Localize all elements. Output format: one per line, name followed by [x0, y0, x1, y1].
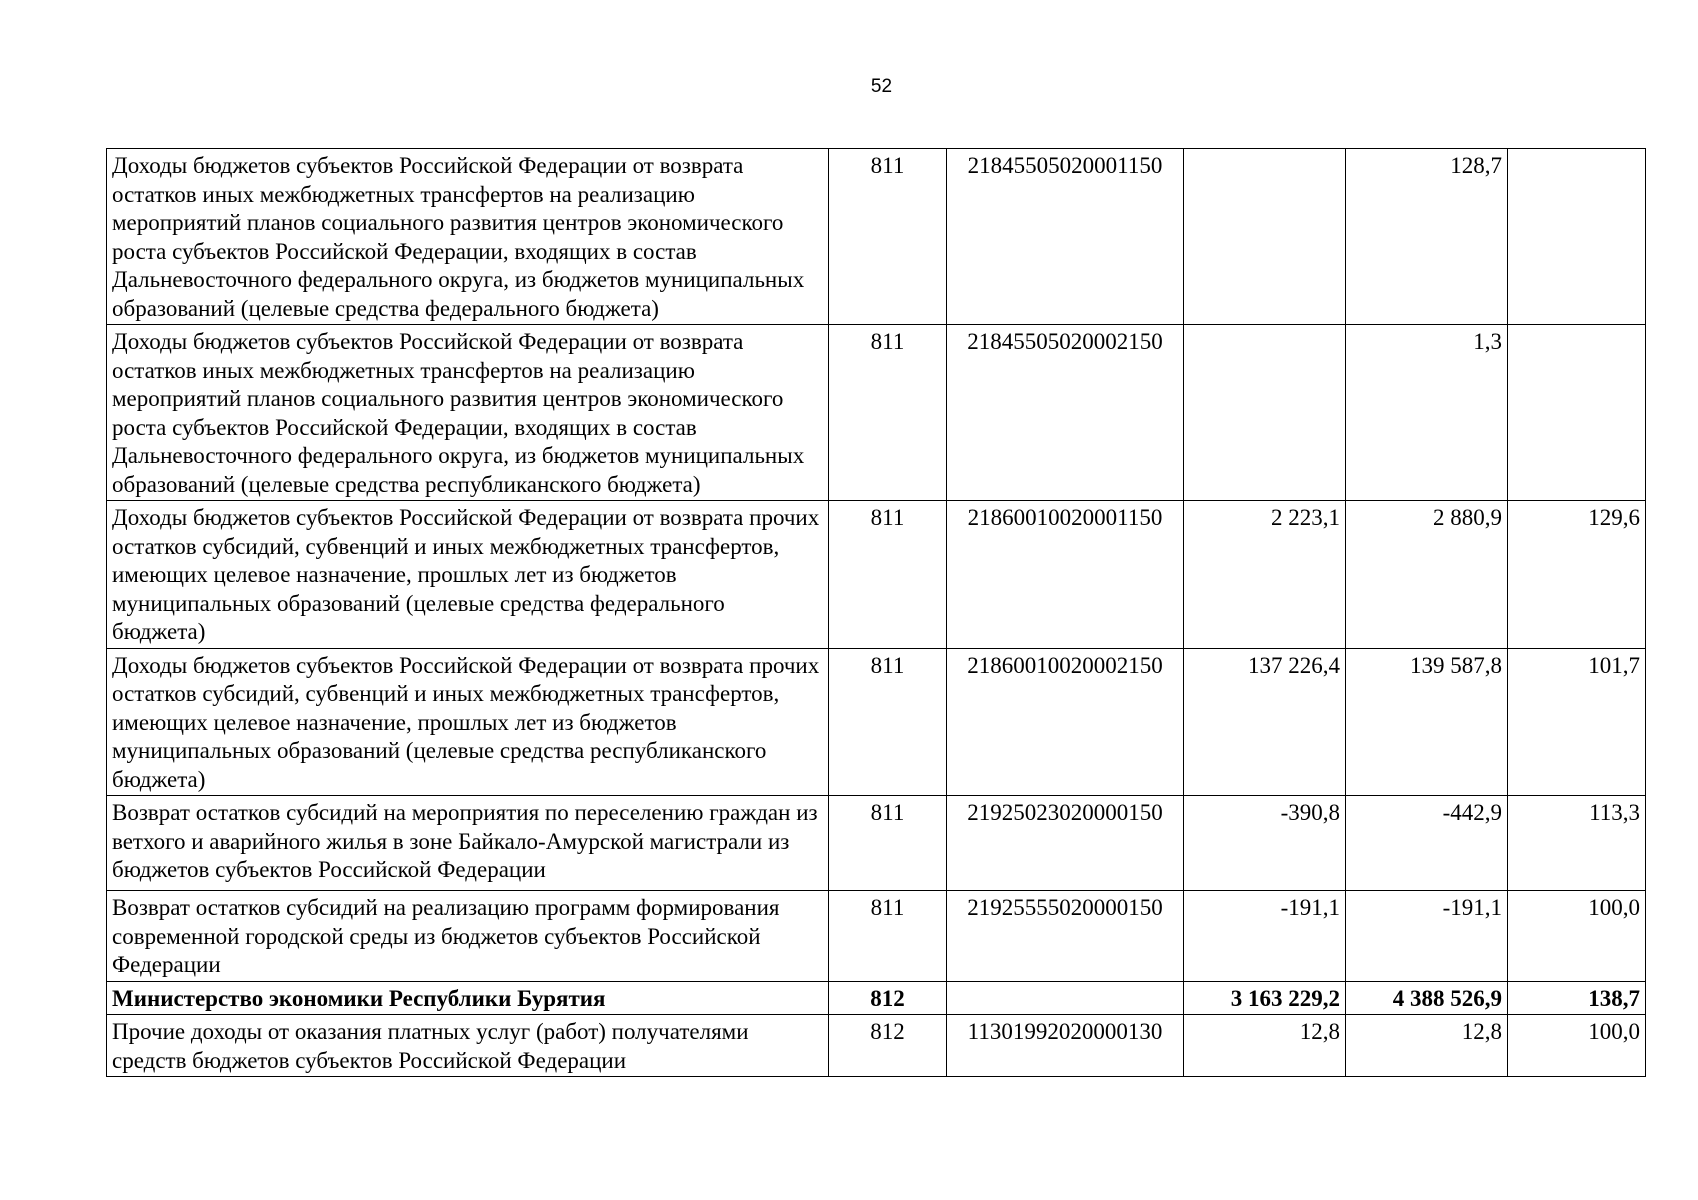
actual-amount-cell: 128,7 [1346, 149, 1508, 325]
administrator-code-cell: 811 [829, 149, 947, 325]
administrator-code-cell: 811 [829, 891, 947, 982]
table-row-section-total [107, 981, 1646, 1015]
actual-amount-cell: 2 880,9 [1346, 501, 1508, 649]
revenue-name-cell: Возврат остатков субсидий на реализацию программ формирования современной городской среды из бюджетов субъектов Российской Федерации [107, 891, 829, 982]
plan-amount-cell: -390,8 [1184, 796, 1346, 891]
page-number: 52 [870, 76, 893, 97]
actual-amount-cell: -191,1 [1346, 891, 1508, 982]
revenue-name-cell: Возврат остатков субсидий на мероприятия по переселению граждан из ветхого и аварийного жилья в зоне Байкало-Амурской магистрали из бюджетов субъектов Российской Федерации [107, 796, 829, 891]
plan-amount-cell [1184, 149, 1346, 325]
revenue-name-cell: Прочие доходы от оказания платных услуг (работ) получателями средств бюджетов субъектов Российской Федерации [107, 1015, 829, 1077]
budget-classification-code-cell: 21845505020002150 [947, 325, 1184, 501]
budget-classification-code-cell: 21860010020002150 [947, 648, 1184, 796]
table-row [107, 149, 1646, 325]
plan-amount-cell: 12,8 [1184, 1015, 1346, 1077]
table-row [107, 501, 1646, 649]
actual-amount-cell: 139 587,8 [1346, 648, 1508, 796]
budget-classification-code-cell: 21845505020001150 [947, 149, 1184, 325]
table-row [107, 891, 1646, 982]
administrator-code-cell: 811 [829, 648, 947, 796]
execution-percent-cell: 101,7 [1508, 648, 1646, 796]
budget-classification-code-cell: 21925023020000150 [947, 796, 1184, 891]
execution-percent-cell [1508, 325, 1646, 501]
revenue-name-cell: Доходы бюджетов субъектов Российской Федерации от возврата прочих остатков субсидий, субвенций и иных межбюджетных трансфертов, имеющих целевое назначение, прошлых лет из бюджетов муниципальных образований (целевые средства республиканского бюджета) [107, 648, 829, 796]
administrator-code-cell: 812 [829, 1015, 947, 1077]
budget-classification-code-cell: 11301992020000130 [947, 1015, 1184, 1077]
administrator-code-cell: 811 [829, 501, 947, 649]
revenue-name-cell: Доходы бюджетов субъектов Российской Федерации от возврата остатков иных межбюджетных трансфертов на реализацию мероприятий планов социального развития центров экономического роста субъектов Российской Федерации, входящих в состав Дальневосточного федерального округа, из бюджетов муниципальных образований (целевые средства федерального бюджета) [107, 149, 829, 325]
actual-amount-cell: 1,3 [1346, 325, 1508, 501]
table-row [107, 648, 1646, 796]
execution-percent-cell: 100,0 [1508, 1015, 1646, 1077]
actual-amount-cell: 12,8 [1346, 1015, 1508, 1077]
budget-classification-code-cell: 21925555020000150 [947, 891, 1184, 982]
revenue-name-cell: Доходы бюджетов субъектов Российской Федерации от возврата прочих остатков субсидий, субвенций и иных межбюджетных трансфертов, имеющих целевое назначение, прошлых лет из бюджетов муниципальных образований (целевые средства федерального бюджета) [107, 501, 829, 649]
table-row [107, 325, 1646, 501]
actual-amount-cell: 4 388 526,9 [1346, 981, 1508, 1015]
budget-revenue-table [106, 148, 1646, 1077]
administrator-code-cell: 811 [829, 796, 947, 891]
budget-classification-code-cell [947, 981, 1184, 1015]
revenue-name-cell: Доходы бюджетов субъектов Российской Федерации от возврата остатков иных межбюджетных трансфертов на реализацию мероприятий планов социального развития центров экономического роста субъектов Российской Федерации, входящих в состав Дальневосточного федерального округа, из бюджетов муниципальных образований (целевые средства республиканского бюджета) [107, 325, 829, 501]
execution-percent-cell: 100,0 [1508, 891, 1646, 982]
plan-amount-cell: 3 163 229,2 [1184, 981, 1346, 1015]
actual-amount-cell: -442,9 [1346, 796, 1508, 891]
plan-amount-cell [1184, 325, 1346, 501]
plan-amount-cell: 2 223,1 [1184, 501, 1346, 649]
plan-amount-cell: 137 226,4 [1184, 648, 1346, 796]
table-row [107, 796, 1646, 891]
table-row [107, 1015, 1646, 1077]
execution-percent-cell [1508, 149, 1646, 325]
revenue-name-cell: Министерство экономики Республики Бурятия [107, 981, 829, 1015]
execution-percent-cell: 129,6 [1508, 501, 1646, 649]
administrator-code-cell: 812 [829, 981, 947, 1015]
budget-classification-code-cell: 21860010020001150 [947, 501, 1184, 649]
administrator-code-cell: 811 [829, 325, 947, 501]
plan-amount-cell: -191,1 [1184, 891, 1346, 982]
execution-percent-cell: 113,3 [1508, 796, 1646, 891]
execution-percent-cell: 138,7 [1508, 981, 1646, 1015]
